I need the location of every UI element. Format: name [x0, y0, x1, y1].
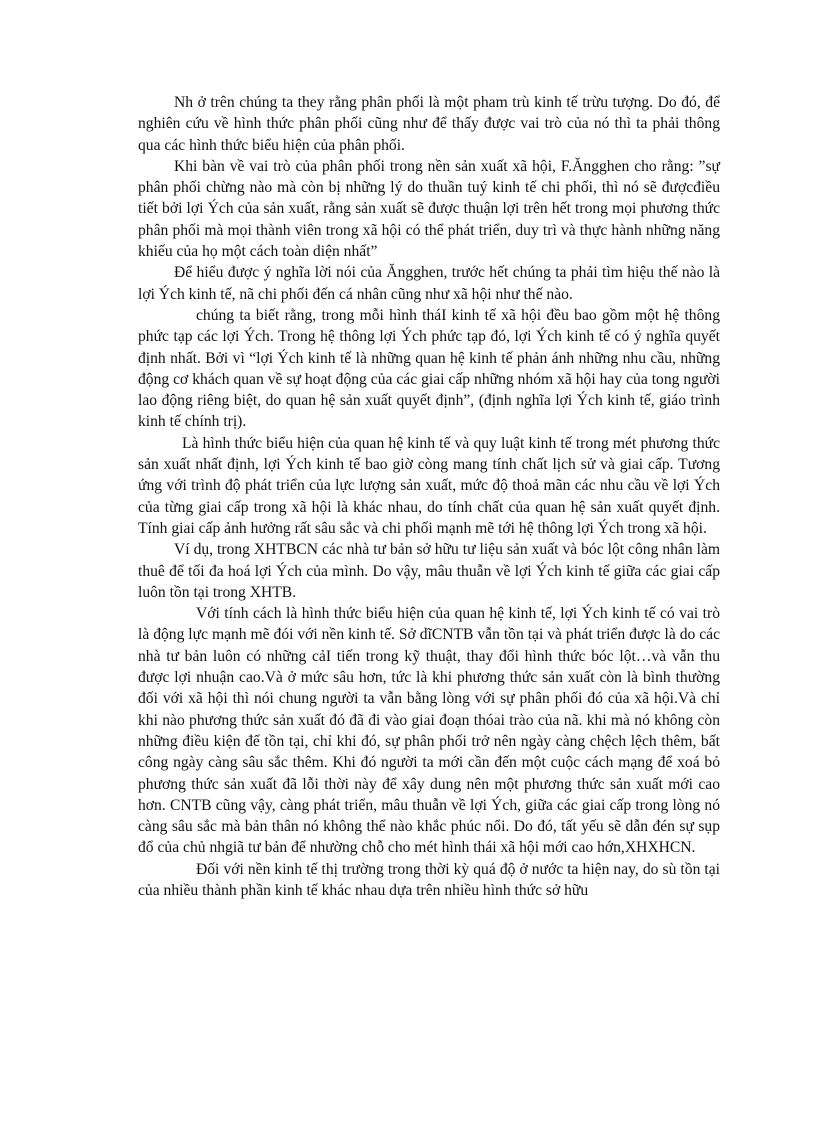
- document-page: [138, 92, 720, 901]
- paragraph-transition-period: Đối với nền kinh tế thị trường trong thời kỳ quá độ ở nước ta hiện nay, do sù tồn tại của nhiều thành phần kinh tế khác nhau dựa trên nhiều hình thức sở hữu: [138, 860, 720, 899]
- paragraph-class-character: Là hình thức biểu hiện của quan hệ kinh tế và quy luật kinh tế trong mét phương thức sản xuất nhất định, lợi Ých kinh tế bao giờ còng mang tính chất lịch sử và giai cấp. Tương ứng với trình độ phát triển của lực lượng sản xuất, mức độ thoả mãn các nhu cầu về lợi Ých của từng giai cấp trong xã hội là khác nhau, do tính chất của quan hệ sản xuất quyết định. Tính giai cấp ảnh hưởng rất sâu sắc và chi phối mạnh mẽ tới hệ thông lợi Ých trong xã hội.: [138, 434, 720, 537]
- paragraph-capitalism-example: Ví dụ, trong XHTBCN các nhà tư bản sở hữu tư liệu sản xuất và bóc lột công nhân làm thuê để tối đa hoá lợi Ých của mình. Do vậy, mâu thuẫn về lợi Ých kinh tế giữa các giai cấp luôn tồn tại trong XHTB.: [138, 541, 720, 601]
- paragraph-interest-definition: chúng ta biết rằng, trong mỗi hình tháI kinh tế xã hội đều bao gồm một hệ thông phức tạp các lợi Ých. Trong hệ thông lợi Ých phức tạp đó, lợi Ých kinh tế có ý nghĩa quyết định nhất. Bởi vì “lợi Ých kinh tế là những quan hệ kinh tế phản ánh những nhu cầu, những động cơ khách quan về sự hoạt động của các giai cấp những nhóm xã hội hay của tong người lao động riêng biệt, do quan hệ sản xuất quyết định”, (định nghĩa lợi Ých kinh tế, giáo trình kinh tế chính trị).: [138, 306, 720, 431]
- paragraph-economic-interest-question: Để hiểu được ý nghĩa lời nói của Ăngghen, trước hết chúng ta phải tìm hiệu thế nào là lợi Ých kinh tế, nã chi phối đến cá nhân cũng như xã hội như thế nào.: [138, 264, 720, 303]
- paragraph-distribution-forms: Nh ở trên chúng ta they rằng phân phối là một pham trù kinh tế trừu tượng. Do đó, để nghiên cứu về hình thức phân phối cũng như để thấy được vai trò của nó thì ta phải thông qua các hình thức biểu hiện của phân phối.: [138, 94, 720, 154]
- paragraph-engels-quote: Khi bàn về vai trò của phân phối trong nền sản xuất xã hội, F.Ăngghen cho rằng: ”sự phân phối chừng nào mà còn bị những lý do thuần tuý kinh tế chi phối, thì nó sẽ đượcđiều tiết bởi lợi Ých của sản xuất, rằng sản xuất sẽ được thuận lợi trên hết trong mọi phương thức phân phối mà mọi thành viên trong xã hội có thể phát triển, duy trì và thực hành những năng khiếu của họ một cách toàn diện nhất”: [138, 157, 720, 261]
- paragraph-economic-driving-force: Với tính cách là hình thức biểu hiện của quan hệ kinh tế, lợi Ých kinh tế có vai trò là động lực mạnh mẽ đói với nền kinh tế. Sở dĩCNTB vẫn tồn tại và phát triển được là do các nhà tư bản luôn có những cảI tiến trong kỹ thuật, thay đổi hình thức bóc lột…và vẫn thu được lợi nhuận cao.Và ở mức sâu hơn, tức là khi phương thức sản xuất còn là bình thường đối với xã hội thì nói chung người ta vẫn bằng lòng với sự phân phối đó của xã hội.Và chỉ khi nào phương thức sản xuất đó đã đi vào giai đoạn thóai trào của nã. khi mà nó không còn những điều kiện để tồn tại, chỉ khi đó, sự phân phối trở nên ngày càng chệch lệch thêm, bất công ngày càng sâu sắc thêm. Khi đó người ta mới cần đến một cuộc cách mạng để xoá bỏ phương thức sản xuất đã lỗi thời này để xây dung nên một phương thức sản xuất mới cao hơn. CNTB cũng vậy, càng phát triển, mâu thuẫn về lợi Ých, giữa các giai cấp trong lòng nó càng sâu sắc mà bản thân nó không thể nào khắc phúc nổi. Do đó, tất yếu sẽ dẫn đén sự sụp đổ của chủ nhgiã tư bản để nhường chỗ cho mét hình thái xã hội mới cao hớn,XHXHCN.: [138, 605, 720, 857]
